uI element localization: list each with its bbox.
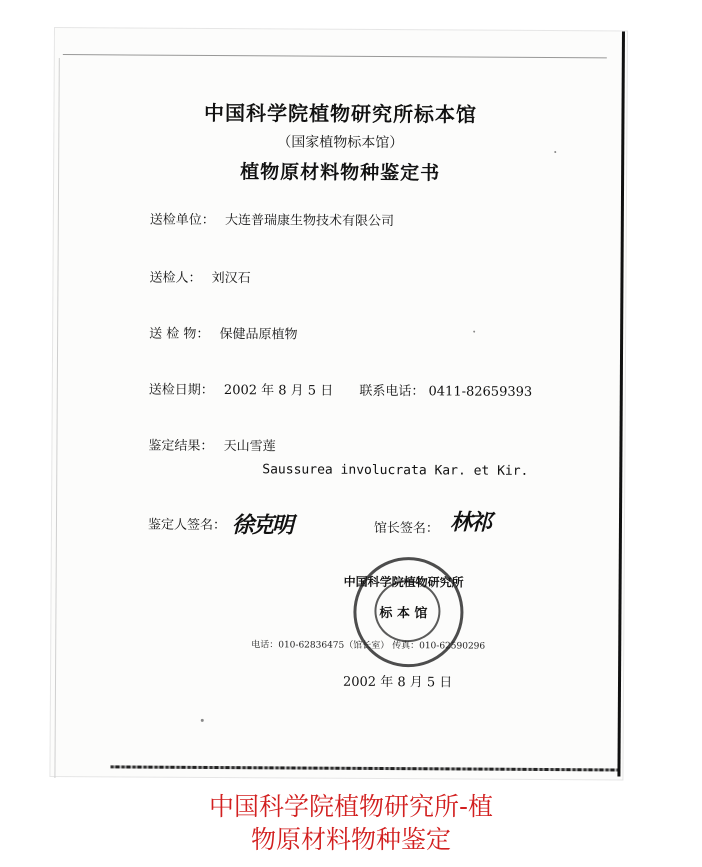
seal-org-line: 中国科学院植物研究所	[343, 574, 464, 590]
sender-unit-value: 大连普瑞康生物技术有限公司	[224, 213, 395, 230]
date-value: 2002 年 8 月 5 日	[223, 383, 334, 399]
seal-inner-text: 标 本 馆	[379, 605, 428, 622]
sample-row	[149, 323, 298, 343]
sender-person-value: 刘汉石	[211, 270, 251, 287]
figure-caption	[0, 790, 702, 856]
institution-subtitle: （国家植物标本馆）	[277, 134, 404, 152]
sample-label: 送 检 物：	[149, 326, 210, 342]
issue-date: 2002 年 8 月 5 日	[342, 674, 453, 691]
phone-value: 0411-82659393	[428, 384, 533, 400]
date-phone-row	[149, 379, 533, 400]
document-title: 植物原材料物种鉴定书	[240, 161, 441, 185]
sender-unit-row	[150, 209, 394, 229]
caption-line-1: 中国科学院植物研究所-植	[208, 792, 494, 821]
phone-label: 联系电话：	[359, 383, 425, 400]
caption-line-2: 物原材料物种鉴定	[250, 825, 451, 854]
date-label: 送检日期：	[148, 382, 214, 398]
sender-unit-label: 送检单位：	[149, 212, 215, 228]
result-latin-name: Saussurea involucrata Kar. et Kir.	[262, 462, 529, 479]
result-value: 天山雪莲	[223, 439, 276, 455]
identifier-signature: 徐克明	[231, 512, 293, 539]
institution-title: 中国科学院植物研究所标本馆	[203, 100, 478, 127]
scan-speck	[473, 331, 475, 333]
scan-speck	[201, 719, 204, 722]
sample-value: 保健品原植物	[219, 327, 298, 343]
identifier-signature-label: 鉴定人签名：	[147, 517, 227, 534]
stamp-contact-line: 电话：010-62836475（馆长室） 传真：010-62590296	[251, 640, 486, 652]
sender-person-label: 送检人：	[149, 270, 202, 286]
signature-row	[147, 509, 491, 539]
scan-edge-bottom	[110, 765, 617, 771]
result-label: 鉴定结果：	[148, 438, 214, 454]
scan-edge-top	[63, 54, 607, 58]
curator-signature: 林祁	[449, 509, 491, 536]
scan-speck	[554, 151, 556, 153]
curator-signature-label: 馆长签名：	[373, 520, 440, 537]
sender-person-row	[149, 267, 250, 287]
result-row	[148, 435, 275, 455]
scanned-certificate	[50, 28, 627, 779]
